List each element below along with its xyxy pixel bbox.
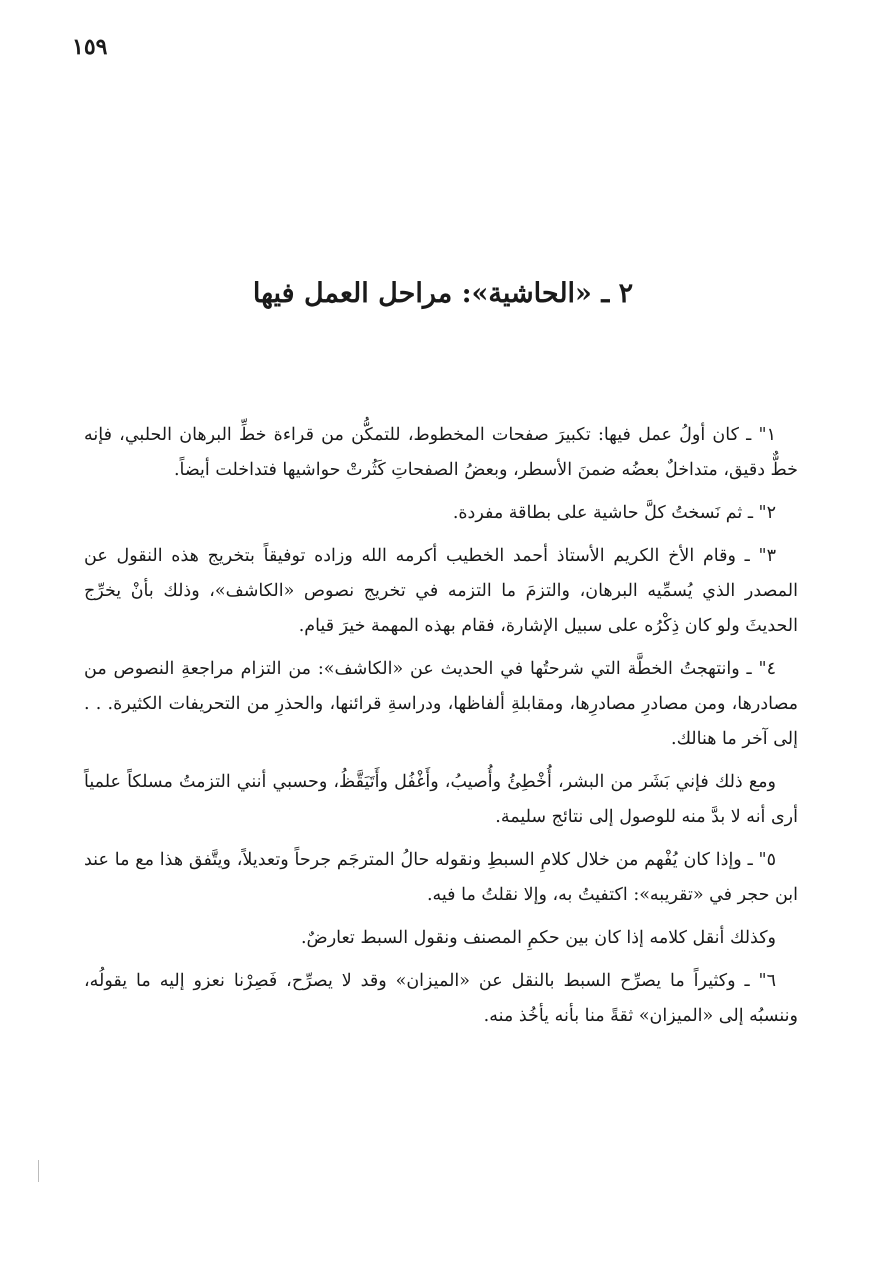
paragraph-5: ٥" ـ وإذا كان يُفْهم من خلال كلامِ السبطِ ونقوله حالُ المترجَم جرحاً وتعديلاً، ويتَّفق هذا مع ما عند ابن حجر في «تقريبه»: اكتفيتُ به، وإلا نقلتُ ما فيه. xyxy=(84,850,798,905)
paragraph-1: ١" ـ كان أولُ عمل فيها: تكبيرَ صفحات المخطوط، للتمكُّن من قراءة خطِّ البرهان الحلبي، فإنه خطٌّ دقيق، متداخلٌ بعضُه ضمنَ الأسطر، وبعضُ الصفحاتِ كَثُرتْ حواشيها فتداخلت أيضاً. xyxy=(84,425,798,480)
paragraph-4: ٤" ـ وانتهجتُ الخطَّة التي شرحتُها في الحديث عن «الكاشف»: من التزام مراجعةِ النصوص من مصادرها، ومن مصادرِ مصادرِها، ومقابلةِ ألفاظها، ودراسةِ قرائنها، والحذرِ من التحريفات الكثيرة. . . إلى آخر ما هنالك. xyxy=(84,659,798,749)
body-text xyxy=(84,418,798,1042)
paragraph-3: ٣" ـ وقام الأخ الكريم الأستاذ أحمد الخطيب أكرمه الله وزاده توفيقاً بتخريج هذه النقول عن المصدر الذي يُسمِّيه البرهان، والتزمَ ما التزمه في تخريج نصوص «الكاشف»، وذلك بأنْ يخرِّج الحديثَ ولو كان ذِكْرُه على سبيل الإشارة، فقام بهذه المهمة خيرَ قيام. xyxy=(84,546,798,636)
paragraph-4-continued: ومع ذلك فإني بَشَر من البشر، أُخْطِئُ وأُصيبُ، وأَغْفُل وأَتَيَقَّظُ، وحسبي أنني التزمتُ مسلكاً علمياً أرى أنه لا بدَّ منه للوصول إلى نتائج سليمة. xyxy=(84,772,798,827)
paragraph-6: ٦" ـ وكثيراً ما يصرِّح السبط بالنقل عن «الميزان» وقد لا يصرِّح، فَصِرْنا نعزو إليه ما يقولُه، وننسبُه إلى «الميزان» ثقةً منا بأنه يأخُذ منه. xyxy=(84,971,798,1026)
paragraph-5-continued: وكذلك أنقل كلامه إذا كان بين حكمِ المصنف ونقول السبط تعارضٌ. xyxy=(300,928,776,948)
scan-margin-mark xyxy=(38,1160,39,1182)
paragraph-2: ٢" ـ ثم نَسختُ كلَّ حاشية على بطاقة مفردة. xyxy=(452,503,776,523)
section-heading: ٢ ـ «الحاشية»: مراحل العمل فيها xyxy=(252,278,634,309)
page-number: ١٥٩ xyxy=(72,34,108,60)
